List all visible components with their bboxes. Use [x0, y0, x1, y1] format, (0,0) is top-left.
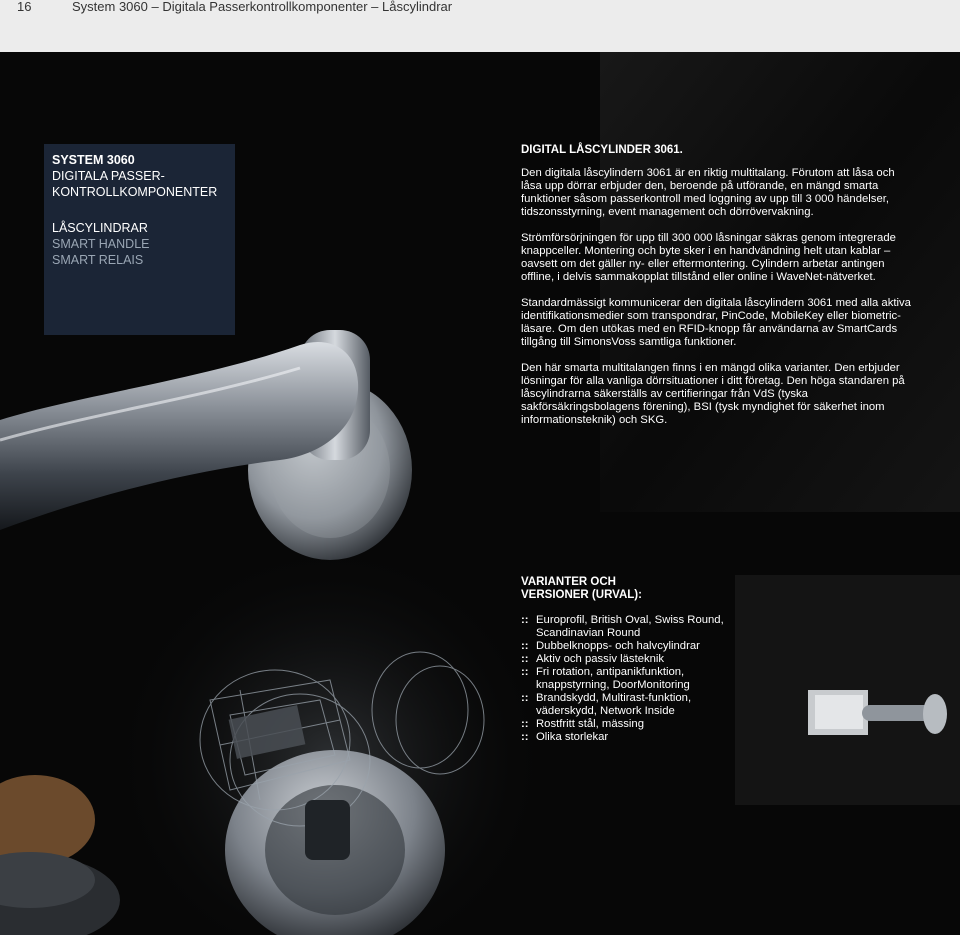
section-nav [44, 144, 235, 335]
article-paragraph: Den här smarta multitalangen finns i en mängd olika varianter. Den erbjuder lösningar för alla vanliga dörrsituationer i ditt företag. Den höga standaren på låscylindrarna säkerställs av certifieringar från VdS (tyska sakförsäkringsbolagens förening), BSI (tysk myndighet för säkerhet inom informationsteknik) och SKG. [521, 362, 905, 426]
bullet-marker: :: [521, 640, 529, 652]
nav-item-smart-relais: SMART RELAIS [52, 253, 144, 267]
variants-heading [521, 576, 741, 602]
nav-item-smart-handle: SMART HANDLE [52, 237, 150, 251]
article-heading: DIGITAL LÅSCYLINDER 3061. [521, 144, 683, 156]
bullet-marker: :: [521, 731, 529, 743]
list-item: :: Dubbelknopps- och halvcylindrar [521, 640, 700, 652]
bullet-marker: :: [521, 666, 529, 678]
running-title: System 3060 – Digitala Passerkontrollkomponenter – Låscylindrar [72, 0, 453, 14]
bullet-marker: :: [521, 653, 529, 665]
list-item: :: Aktiv och passiv lästeknik [521, 653, 665, 665]
bullet-marker: :: [521, 614, 529, 626]
article-body [521, 144, 916, 440]
list-item: :: Europrofil, British Oval, Swiss Round, Scandinavian Round [521, 614, 724, 639]
list-item: :: Olika storlekar [521, 731, 609, 743]
article-paragraph: Strömförsörjningen för upp till 300 000 låsningar säkras genom integrerade knappceller. Montering och byte sker i en handvändning helt utan kablar – oavsett om det gäller ny- eller eftermontering. Cylindern arbetar antingen offline, i delvis sammakopplat tillstånd eller online i WaveNet-nätverket. [521, 232, 896, 283]
page-number: 16 [17, 0, 32, 14]
page-header [0, 0, 960, 52]
variants-heading-line-2: VERSIONER (URVAL): [521, 589, 642, 601]
nav-section-sub-2: KONTROLLKOMPONENTER [52, 185, 218, 199]
nav-item-lascylindrar: LÅSCYLINDRAR [52, 221, 148, 235]
article-paragraph: Standardmässigt kommunicerar den digitala låscylindern 3061 med alla aktiva identifikationsmedier som transpondrar, PinCode, MobileKey eller biometric-läsare. Om den utökas med en RFID-knopp får användarna av SmartCards tillgång till SimonsVoss samtliga funktioner. [521, 297, 911, 348]
article-paragraph: Den digitala låscylindern 3061 är en riktig multitalang. Förutom att låsa och låsa upp dörrar erbjuder den, beroende på utförande, en mängd smarta funktioner såsom passerkontroll med loggning av upp till 3 000 händelser, tidszonsstyrning, event management och dörrövervakning. [521, 167, 895, 218]
variants-heading-line-1: VARIANTER OCH [521, 576, 616, 588]
variants-list [521, 576, 741, 744]
list-item: :: Fri rotation, antipanikfunktion, knappstyrning, DoorMonitoring [521, 666, 690, 691]
nav-section-title: SYSTEM 3060 [52, 153, 135, 167]
list-item: :: Brandskydd, Multirast-funktion, väderskydd, Network Inside [521, 692, 692, 717]
list-item: :: Rostfritt stål, mässing [521, 718, 644, 730]
bullet-marker: :: [521, 718, 529, 730]
bullet-marker: :: [521, 692, 529, 704]
nav-section-sub-1: DIGITALA PASSER- [52, 169, 165, 183]
